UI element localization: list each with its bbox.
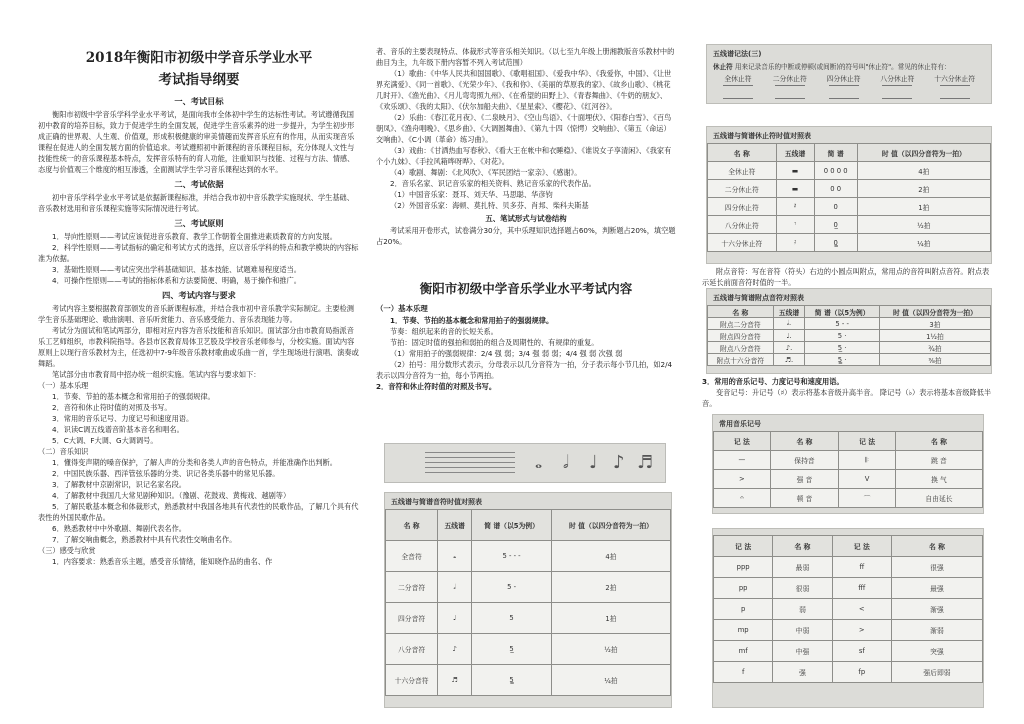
column-middle — [376, 46, 676, 392]
paragraph: 变音记号：升记号（♯）表示将基本音级升高半音。 降记号（♭）表示将基本音级降低半音。 — [702, 388, 992, 408]
rest-staff-icon — [775, 85, 805, 99]
list-item: 3．常用的音乐记号、力度记号和速度用语。 — [52, 414, 194, 423]
rest-item — [880, 73, 914, 99]
table-cell: 顿 音 — [770, 489, 839, 508]
table-cell: ½拍 — [551, 634, 670, 665]
table-header-row — [714, 432, 983, 451]
table-header-cell: 五线谱 — [776, 144, 814, 162]
table-header-cell: 记 法 — [714, 432, 771, 451]
note-value-table-panel — [384, 492, 672, 708]
paragraph: 2．科学性原则——考试指标的确定和考试方式的选择，应以音乐学科的特点和教学模块的内容标准为依据。 — [38, 243, 359, 263]
table-caption: 常用音乐记号 — [719, 420, 761, 428]
paragraph: 1．导向性原则——考试应该促进音乐教育、教学工作朝着全面推进素质教育的方向发展。 — [52, 232, 337, 241]
table-cell: 很强 — [891, 557, 982, 578]
table-cell: V — [839, 470, 896, 489]
rest-item — [723, 73, 753, 99]
dynamics-table — [713, 535, 983, 683]
list-item: 4．识读C调五线谱音阶基本音名和唱名。 — [52, 425, 184, 434]
table-cell: 2拍 — [857, 180, 990, 198]
column-right-text2 — [702, 376, 994, 409]
paragraph: 节拍：固定时值的强拍和弱拍的组合及周期性的、有规律的重复。 — [390, 338, 599, 347]
table-row — [714, 599, 983, 620]
table-cell: 附点八分音符 — [708, 342, 774, 354]
table-header-cell: 记 法 — [714, 536, 773, 557]
table-cell: sf — [832, 641, 891, 662]
paragraph: 衡阳市初级中学音乐学科学业水平考试，是面向我市全体初中学生的达标性考试。考试遵循我国初中教育的培养目标，致力于促进学生的全面发展，促进学生音乐素养的进一步提升，为学生初步形成正确的世界观、人生观、价值观，形成积极健康的审美情趣而发挥音乐应有的作用，从而实现音乐课程在促进人的全面发展方面的价值追求。考试遵照初中新课程的音乐课程目标，充分体现人文性与技能性统一的音乐课程基本特点，发挥音乐特有的育人功能，注重知识与技能、过程与方法、情感、态度与价值观三个维度的相互渗透，全面测试学生学习音乐课程达到的水平。 — [38, 110, 355, 174]
content-title: 衡阳市初级中学音乐学业水平考试内容 — [419, 281, 633, 296]
table-cell: 5 · — [805, 330, 880, 342]
rest-staff-icon — [723, 85, 753, 99]
table-cell: 𝄾 — [776, 216, 814, 234]
rest-item-label: 二分休止符 — [772, 75, 807, 83]
table-cell: ♩. — [773, 330, 805, 342]
paragraph: 节奏：组织起来的音的长短关系。 — [390, 327, 498, 336]
table-cell: fff — [832, 578, 891, 599]
table-cell: 5 - - — [805, 318, 880, 330]
table-row — [714, 489, 983, 508]
music-signs-table — [713, 431, 983, 508]
table-cell: 5̳ — [472, 665, 552, 696]
note-value-table — [385, 509, 671, 696]
table-row — [708, 330, 991, 342]
list-item: 3．了解教材中京剧常识，识记名家名段。 — [52, 480, 186, 489]
section-heading: 三、考试原则 — [174, 218, 224, 228]
table-cell: mp — [714, 620, 773, 641]
rest-item-label: 全休止符 — [724, 75, 752, 83]
table-cell: 渐弱 — [891, 620, 982, 641]
paragraph: （2）外国音乐家：海顿、莫扎特、贝多芬、肖邦、柴科夫斯基 — [390, 201, 589, 210]
table-row — [714, 470, 983, 489]
rest-desc: 用来记录音乐的中断或停顿(或间断)的符号叫"休止符"。常见的休止符有： — [734, 63, 951, 71]
table-cell: 1拍 — [551, 603, 670, 634]
list-item: 2．音符和休止符时值的对照及书写。 — [52, 403, 172, 412]
list-item: 5．了解民歌基本概念和体裁形式，熟悉教材中我国各地具有代表性的民歌作品，了解几个具有代表性的外国民歌作品。 — [38, 502, 359, 522]
panel-caption: 五线谱记法(三) — [713, 50, 762, 58]
table-cell: 保持音 — [770, 451, 839, 470]
table-cell: ⌒ — [839, 489, 896, 508]
dotted-note-table-panel — [706, 288, 992, 374]
table-cell: ¾拍 — [879, 342, 990, 354]
paragraph: 3．常用的音乐记号、力度记号和速度用语。 — [702, 377, 844, 386]
table-row — [708, 318, 991, 330]
table-cell: 跳 音 — [895, 451, 982, 470]
table-row — [708, 216, 991, 234]
table-header-cell: 简 谱（以5为例） — [472, 510, 552, 541]
quarter-note-icon: ♩ — [589, 452, 598, 473]
table-header-row — [708, 144, 991, 162]
table-row — [714, 451, 983, 470]
table-cell: 𝄽 — [776, 198, 814, 216]
table-header-cell: 名 称 — [708, 306, 774, 318]
table-cell: 自由延长 — [895, 489, 982, 508]
rest-staff-icon — [829, 85, 859, 99]
table-cell: 5̲ — [472, 634, 552, 665]
table-cell: 附点四分音符 — [708, 330, 774, 342]
table-cell: ♪ — [438, 634, 472, 665]
table-header-cell: 名 称 — [895, 432, 982, 451]
opera-list: （3）戏曲：《甘洒热血写春秋》、《看大王在帐中和衣睡稳》、《谁说女子享清闲》、《我家有个小九妹》、《手拉风箱哗呀哗》、《对花》。 — [376, 146, 672, 166]
table-header-cell: 名 称 — [708, 144, 777, 162]
table-cell: 强 — [773, 662, 832, 683]
table-cell: 强 音 — [770, 470, 839, 489]
table-cell: ▬ — [776, 162, 814, 180]
table-cell: 换 气 — [895, 470, 982, 489]
rest-label: 休止符 — [713, 63, 733, 71]
table-cell: fp — [832, 662, 891, 683]
table-cell: 渐强 — [891, 599, 982, 620]
table-row — [708, 354, 991, 366]
table-cell: 0 0 0 0 — [814, 162, 857, 180]
table-header-cell: 五线谱 — [438, 510, 472, 541]
table-caption: 五线谱与简谱音符时值对照表 — [391, 498, 482, 506]
table-cell: 5 - — [472, 572, 552, 603]
table-cell: ▬ — [776, 180, 814, 198]
table-header-cell: 时 值（以四分音符为一拍） — [879, 306, 990, 318]
table-cell: 突强 — [891, 641, 982, 662]
table-cell: 十六分休止符 — [708, 234, 777, 252]
table-row — [708, 180, 991, 198]
table-cell: 𝄿 — [776, 234, 814, 252]
table-header-cell: 简 谱 — [814, 144, 857, 162]
table-cell: 四分休止符 — [708, 198, 777, 216]
paragraph: 考试内容主要根据教育部颁发的音乐新课程标准，并结合我市初中音乐教学实际制定。主要检测学生音乐基础理论、歌曲演唱、音乐听赏能力、音乐感受能力、音乐表现能力等。 — [38, 304, 354, 324]
table-cell: 八分休止符 — [708, 216, 777, 234]
table-header-cell: 五线谱 — [773, 306, 805, 318]
table-row — [386, 572, 671, 603]
table-cell: 二分休止符 — [708, 180, 777, 198]
paragraph: 初中音乐学科学业水平考试是依据新课程标准，并结合我市初中音乐教学实施现状、学生基础、音乐教材选用和音乐课程实施等实际情况进行考试。 — [38, 193, 354, 213]
rest-value-table — [707, 143, 991, 252]
table-cell: 最弱 — [773, 557, 832, 578]
rest-symbol-row — [707, 71, 991, 101]
paragraph: 者、音乐的主要表现特点、体裁形式等音乐相关知识。（以七至九年级上册湘教版音乐教材中的曲目为主，九年级下册内容暂不列入考试范围） — [376, 47, 675, 67]
table-cell: 弱 — [773, 599, 832, 620]
table-cell: f — [714, 662, 773, 683]
table-cell: ⅜拍 — [879, 354, 990, 366]
table-cell: 0 — [814, 198, 857, 216]
paragraph: （1）常用拍子的强弱规律：2/4 强 弱；3/4 强 弱 弱；4/4 强 弱 次强 弱 — [390, 349, 623, 358]
table-row — [708, 342, 991, 354]
table-cell: 很弱 — [773, 578, 832, 599]
section-heading: 四、考试内容与要求 — [162, 290, 236, 300]
paragraph: 2．音符和休止符时值的对照及书写。 — [376, 382, 497, 391]
drama-list: （4）歌剧、舞剧：《北风吹》、《军民团结一家亲》、《感谢》。 — [390, 168, 582, 177]
column-right-text1 — [702, 266, 994, 288]
table-cell: mf — [714, 641, 773, 662]
rest-item — [827, 73, 861, 99]
table-cell: 四分音符 — [386, 603, 438, 634]
music-signs-panel — [712, 414, 984, 514]
table-row — [386, 603, 671, 634]
paragraph: 2．音乐名家、识记音乐家的相关资料、熟记音乐家的代表作品。 — [390, 179, 596, 188]
table-cell: 5 - - - — [472, 541, 552, 572]
rest-staff-icon — [882, 85, 912, 99]
paragraph: 1．节奏、节拍的基本概念和常用拍子的强弱规律。 — [390, 316, 554, 325]
list-item: 1．内容要求：熟悉音乐主题，感受音乐情绪，能知晓作品的曲名、作 — [52, 557, 273, 566]
rest-staff-icon — [940, 85, 970, 99]
table-cell: 0̲ — [814, 216, 857, 234]
table-cell: 中强 — [773, 641, 832, 662]
table-caption: 五线谱与简谱休止符时值对照表 — [713, 132, 811, 140]
table-cell: 5̳ · — [805, 354, 880, 366]
table-cell: 𝅝 — [438, 541, 472, 572]
table-cell: 𝄆 — [839, 451, 896, 470]
paragraph: 4．可操作性原则——考试的指标体系和方法要简便、明确，易于操作和推广。 — [52, 276, 301, 285]
paragraph: 考试分为面试和笔试两部分，即相对应内容为音乐技能和音乐知识。面试部分由市教育局指派音乐工艺师组织，市教科院指导。各县市区教育局体卫艺股及学校音乐老师参与，分校实施。面试内容原则上以现行音乐教材为主，任选初中7-9年级音乐教材歌曲或乐曲一首，学生现场进行演唱、演奏或舞蹈。 — [38, 326, 359, 368]
table-cell: ♩ — [438, 603, 472, 634]
table-cell: 4拍 — [551, 541, 670, 572]
list-item: 1．懂得变声期的嗓音保护，了解人声的分类和各类人声的音色特点，并能准确作出判断。 — [52, 458, 337, 467]
table-cell: > — [714, 470, 771, 489]
table-row — [714, 620, 983, 641]
table-cell: 𝅗𝅥. — [773, 318, 805, 330]
whole-note-icon: 𝅝 — [535, 452, 543, 473]
table-header-cell: 时 值（以四分音符为一拍） — [857, 144, 990, 162]
rests-panel — [706, 44, 992, 104]
table-cell: 5 — [472, 603, 552, 634]
table-cell: 八分音符 — [386, 634, 438, 665]
half-note-icon: 𝅗𝅥 — [563, 452, 569, 473]
table-cell: < — [832, 599, 891, 620]
music-list: （2）乐曲：《春江花月夜》、《二泉映月》、《空山鸟语》、《十面埋伏》、《阳春白雪》、《百鸟朝凤》、《渔舟唱晚》、《思乡曲》、《大调圆舞曲》、《第九十四（惊愕）交响曲》、《第五（命运）交响曲》、《C小调（革命）练习曲》。 — [376, 113, 672, 144]
table-cell: 4拍 — [857, 162, 990, 180]
paragraph: （1）中国音乐家：聂耳、刘天华、马思聪、华彦钧 — [390, 190, 553, 199]
table-header-cell: 记 法 — [832, 536, 891, 557]
table-row — [714, 641, 983, 662]
table-cell: p — [714, 599, 773, 620]
list-item: 5．C大调、F大调、G大调调号。 — [52, 436, 158, 445]
table-cell: 𝄐 — [714, 489, 771, 508]
list-heading: （一）基本乐理 — [38, 381, 89, 390]
table-cell: ½拍 — [857, 216, 990, 234]
table-cell: 5̲ · — [805, 342, 880, 354]
list-item: 2．中国民族乐器、西洋管弦乐器的分类、识记各类乐器中的常见乐器。 — [52, 469, 280, 478]
table-header-cell: 名 称 — [770, 432, 839, 451]
table-header-cell: 记 法 — [839, 432, 896, 451]
doc-subtitle: 考试指导纲要 — [158, 72, 240, 88]
table-cell: 附点十六分音符 — [708, 354, 774, 366]
table-cell: 全音符 — [386, 541, 438, 572]
table-header-row — [714, 536, 983, 557]
list-heading: （三）感受与欣赏 — [38, 546, 96, 555]
paragraph: 3．基础性原则——考试应突出学科基础知识、基本技能、试题难易程度适当。 — [52, 265, 301, 274]
table-cell: 𝅗𝅥 — [438, 572, 472, 603]
table-header-cell: 名 称 — [891, 536, 982, 557]
table-cell: 十六分音符 — [386, 665, 438, 696]
table-caption: 五线谱与简谱附点音符对照表 — [713, 294, 804, 302]
list-item: 1．节奏、节拍的基本概念和常用拍子的强弱规律。 — [52, 392, 215, 401]
table-cell: ¼拍 — [551, 665, 670, 696]
paragraph: 附点音符：写在音符（符头）右边的小圆点叫附点，常用点的音符叫附点音符。附点表示延长前面音符时值的一半。 — [702, 267, 990, 287]
paragraph: 笔试部分由市教育局中招办统一组织实施。笔试内容与要求如下： — [52, 370, 261, 379]
table-cell: 最强 — [891, 578, 982, 599]
list-item: 4．了解教材中我国几大常见剧种知识。（豫剧、花鼓戏、黄梅戏、越剧等） — [52, 491, 291, 500]
song-list: （1）歌曲：《中华人民共和国国歌》、《歌唱祖国》、《爱我中华》、《我爱你，中国》、《让世界充满爱》、《同一首歌》、《光荣少年》、《我和你》、《美丽的草原我的家》、《故乡山歌》、《桃花几时开》、《渔光曲》、《月儿弯弯照九州》、《在希望的田野上》、《青春舞曲》、《牛奶的朋友》、《欢乐颂》、《我的太阳》、《伏尔加船夫曲》、《星星索》、《樱花》、《红河谷》。 — [376, 69, 672, 111]
list-item: 7．了解交响曲概念，熟悉教材中具有代表性交响曲名作。 — [52, 535, 237, 544]
table-cell: 二分音符 — [386, 572, 438, 603]
table-cell: — — [714, 451, 771, 470]
table-cell: 1½拍 — [879, 330, 990, 342]
table-cell: > — [832, 620, 891, 641]
table-header-cell: 名 称 — [773, 536, 832, 557]
table-row — [708, 234, 991, 252]
table-row — [708, 198, 991, 216]
table-cell: 3拍 — [879, 318, 990, 330]
rest-item-label: 十六分休止符 — [934, 75, 976, 83]
table-cell: 中弱 — [773, 620, 832, 641]
doc-title: 2018年衡阳市初级中学音乐学业水平 — [85, 50, 313, 66]
table-cell: 2拍 — [551, 572, 670, 603]
table-cell: 0 0 — [814, 180, 857, 198]
table-cell: 1拍 — [857, 198, 990, 216]
table-row — [714, 578, 983, 599]
table-header-cell: 简 谱（以5为例） — [805, 306, 880, 318]
rest-item-label: 四分休止符 — [826, 75, 861, 83]
table-cell: ff — [832, 557, 891, 578]
table-cell: pp — [714, 578, 773, 599]
table-row — [714, 557, 983, 578]
list-heading: （二）音乐知识 — [38, 447, 89, 456]
staff-illustration — [384, 443, 666, 483]
table-cell: ¼拍 — [857, 234, 990, 252]
column-left — [38, 0, 360, 567]
table-row — [386, 665, 671, 696]
table-cell: ♬ — [438, 665, 472, 696]
table-header-row — [708, 306, 991, 318]
table-row — [714, 662, 983, 683]
list-item: 6．熟悉教材中中外歌剧、舞剧代表名作。 — [52, 524, 186, 533]
table-cell: ♬. — [773, 354, 805, 366]
table-row — [708, 162, 991, 180]
table-header-cell: 时 值（以四分音符为一拍） — [551, 510, 670, 541]
rest-item — [934, 73, 975, 99]
table-header-row — [386, 510, 671, 541]
table-cell: 全休止符 — [708, 162, 777, 180]
rest-value-table-panel — [706, 126, 992, 264]
table-row — [386, 541, 671, 572]
dynamics-panel — [712, 528, 984, 708]
eighth-note-icon: ♪ — [613, 452, 625, 473]
table-cell: ♪. — [773, 342, 805, 354]
rest-item — [773, 73, 807, 99]
table-cell: 强后即弱 — [891, 662, 982, 683]
table-cell: 0̳ — [814, 234, 857, 252]
section-heading: 五、笔试形式与试卷结构 — [485, 214, 567, 223]
table-cell: ppp — [714, 557, 773, 578]
dotted-note-table — [707, 305, 991, 366]
table-header-cell: 名 称 — [386, 510, 438, 541]
sixteenth-note-icon: ♬ — [637, 452, 654, 473]
table-cell: 附点二分音符 — [708, 318, 774, 330]
section-heading: 一、考试目标 — [174, 96, 224, 106]
paragraph: （2）拍号：用分数形式表示，分母表示以几分音符为一拍，分子表示每小节几拍，如2/4表示以四分音符为一拍，每小节两拍。 — [376, 360, 673, 380]
table-row — [386, 634, 671, 665]
paragraph: 考试采用开卷形式，试卷满分30分，其中乐理知识选择题占60%，判断题占20%，填空题占20%。 — [376, 226, 676, 246]
section-heading: 二、考试依据 — [174, 179, 224, 189]
rest-item-label: 八分休止符 — [880, 75, 915, 83]
subsection-heading: （一）基本乐理 — [376, 304, 428, 313]
